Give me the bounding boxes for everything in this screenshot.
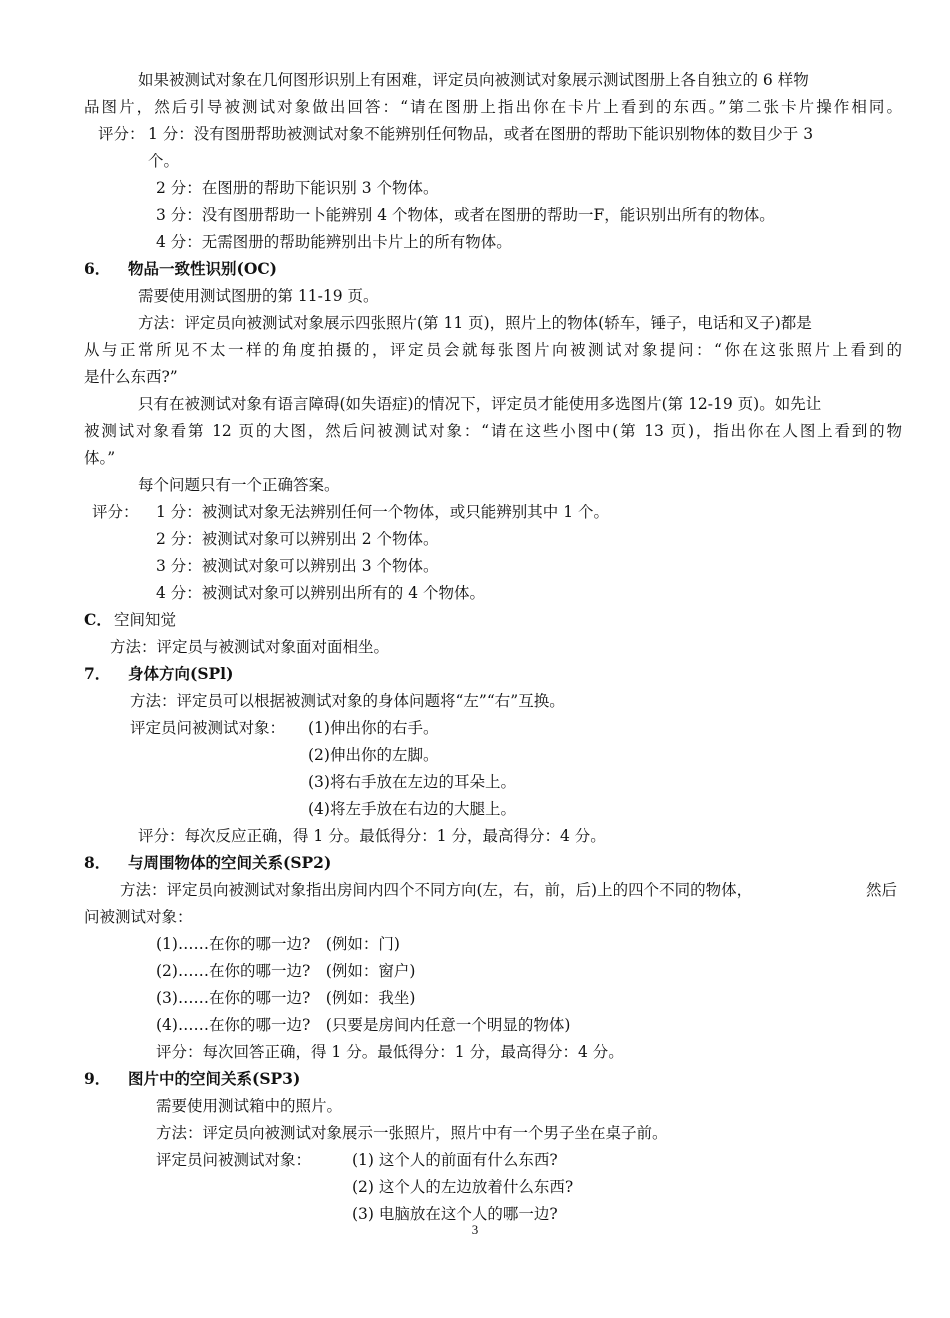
paragraph-line: 每个问题只有一个正确答案。 <box>138 476 340 494</box>
section-title: 物品一致性识别(OC) <box>128 259 278 278</box>
paragraph-line: 需要使用测试箱中的照片。 <box>156 1097 343 1115</box>
question-item: (1)……在你的哪一边? (例如：门) <box>156 935 400 953</box>
section-number: 7． <box>84 664 111 683</box>
paragraph-line: 方法：评定员与被测试对象面对面相坐。 <box>110 638 390 656</box>
score-item: 4 分：无需图册的帮助能辨别出卡片上的所有物体。 <box>156 233 512 251</box>
paragraph-line: 方法：评定员向被测试对象展示四张照片(第 11 页)，照片上的物体(轿车，锤子，电话和叉子)都是 <box>138 314 812 332</box>
paragraph-line: 方法：评定员向被测试对象展示一张照片，照片中有一个男子坐在桌子前。 <box>156 1124 668 1142</box>
score-item: 个。 <box>148 152 180 170</box>
section-title: 身体方向(SPl) <box>128 664 234 683</box>
section-title: 图片中的空间关系(SP3) <box>128 1069 301 1088</box>
section-number: 8． <box>84 853 111 872</box>
question-item: (3)……在你的哪一边? (例如：我坐) <box>156 989 416 1007</box>
question-item: (2)……在你的哪一边? (例如：窗户) <box>156 962 416 980</box>
score-item: 1 分：没有图册帮助被测试对象不能辨别任何物品，或者在图册的帮助下能识别物体的数目少于 3 <box>148 125 814 143</box>
question-item: (1) 这个人的前面有什么东西? <box>352 1151 558 1169</box>
paragraph-line: 被测试对象看第 12 页的大图，然后问被测试对象：“请在这些小图中(第 13 页)，指出你在人图上看到的物 <box>84 422 902 440</box>
question-label: 评定员问被测试对象： <box>156 1151 312 1169</box>
question-label: 评定员问被测试对象： <box>130 719 286 737</box>
paragraph-line: 问被测试对象： <box>84 908 193 926</box>
paragraph-line: 需要使用测试图册的第 11-19 页。 <box>138 287 379 305</box>
score-line: 评分：每次回答正确，得 1 分。最低得分：1 分，最高得分：4 分。 <box>156 1043 624 1061</box>
question-item: (4)……在你的哪一边? (只要是房间内任意一个明显的物体) <box>156 1016 571 1034</box>
paragraph-line: 是什么东西?” <box>84 368 178 386</box>
score-item: 3 分：被测试对象可以辨别出 3 个物体。 <box>156 557 439 575</box>
score-item: 3 分：没有图册帮助一卜能辨别 4 个物体，或者在图册的帮助一F，能识别出所有的物体。 <box>156 206 775 224</box>
paragraph-line: 体。” <box>84 449 116 467</box>
section-title: 与周围物体的空间关系(SP2) <box>128 853 332 872</box>
question-item: (4)将左手放在右边的大腿上。 <box>308 800 516 818</box>
page-number: 3 <box>471 1222 479 1237</box>
question-item: (2) 这个人的左边放着什么东西? <box>352 1178 574 1196</box>
score-item: 2 分：被测试对象可以辨别出 2 个物体。 <box>156 530 439 548</box>
section-letter: C． <box>84 610 112 629</box>
question-item: (3)将右手放在左边的耳朵上。 <box>308 773 516 791</box>
paragraph-line-tail: 然后 <box>866 881 898 899</box>
question-item: (3) 电脑放在这个人的哪一边? <box>352 1205 558 1223</box>
score-item: 4 分：被测试对象可以辨别出所有的 4 个物体。 <box>156 584 486 602</box>
score-item: 2 分：在图册的帮助下能识别 3 个物体。 <box>156 179 439 197</box>
paragraph-line: 只有在被测试对象有语言障碍(如失语症)的情况下，评定员才能使用多选图片(第 12-19 页)。如先让 <box>138 395 822 413</box>
paragraph-line: 品图片，然后引导被测试对象做出回答：“请在图册上指出你在卡片上看到的东西。”第二张卡片操作相同。 <box>84 98 902 116</box>
paragraph-line: 方法：评定员向被测试对象指出房间内四个不同方向(左，右，前，后)上的四个不同的物体， <box>120 881 753 899</box>
section-title: 空间知觉 <box>114 611 177 629</box>
paragraph-line: 如果被测试对象在几何图形识别上有困难，评定员向被测试对象展示测试图册上各自独立的 6 样物 <box>138 71 809 89</box>
section-number: 6． <box>84 259 111 278</box>
section-number: 9． <box>84 1069 111 1088</box>
score-label: 评分： <box>98 125 145 143</box>
score-line: 评分：每次反应正确，得 1 分。最低得分：1 分，最高得分：4 分。 <box>138 827 606 845</box>
score-label: 评分： <box>92 503 139 521</box>
paragraph-line: 从与正常所见不太一样的角度拍摄的，评定员会就每张图片向被测试对象提问：“你在这张照片上看到的 <box>84 341 902 359</box>
score-item: 1 分：被测试对象无法辨别任何一个物体，或只能辨别其中 1 个。 <box>156 503 610 521</box>
question-item: (2)伸出你的左脚。 <box>308 746 439 764</box>
question-item: (1)伸出你的右手。 <box>308 719 439 737</box>
paragraph-line: 方法：评定员可以根据被测试对象的身体问题将“左”“右”互换。 <box>130 692 565 710</box>
